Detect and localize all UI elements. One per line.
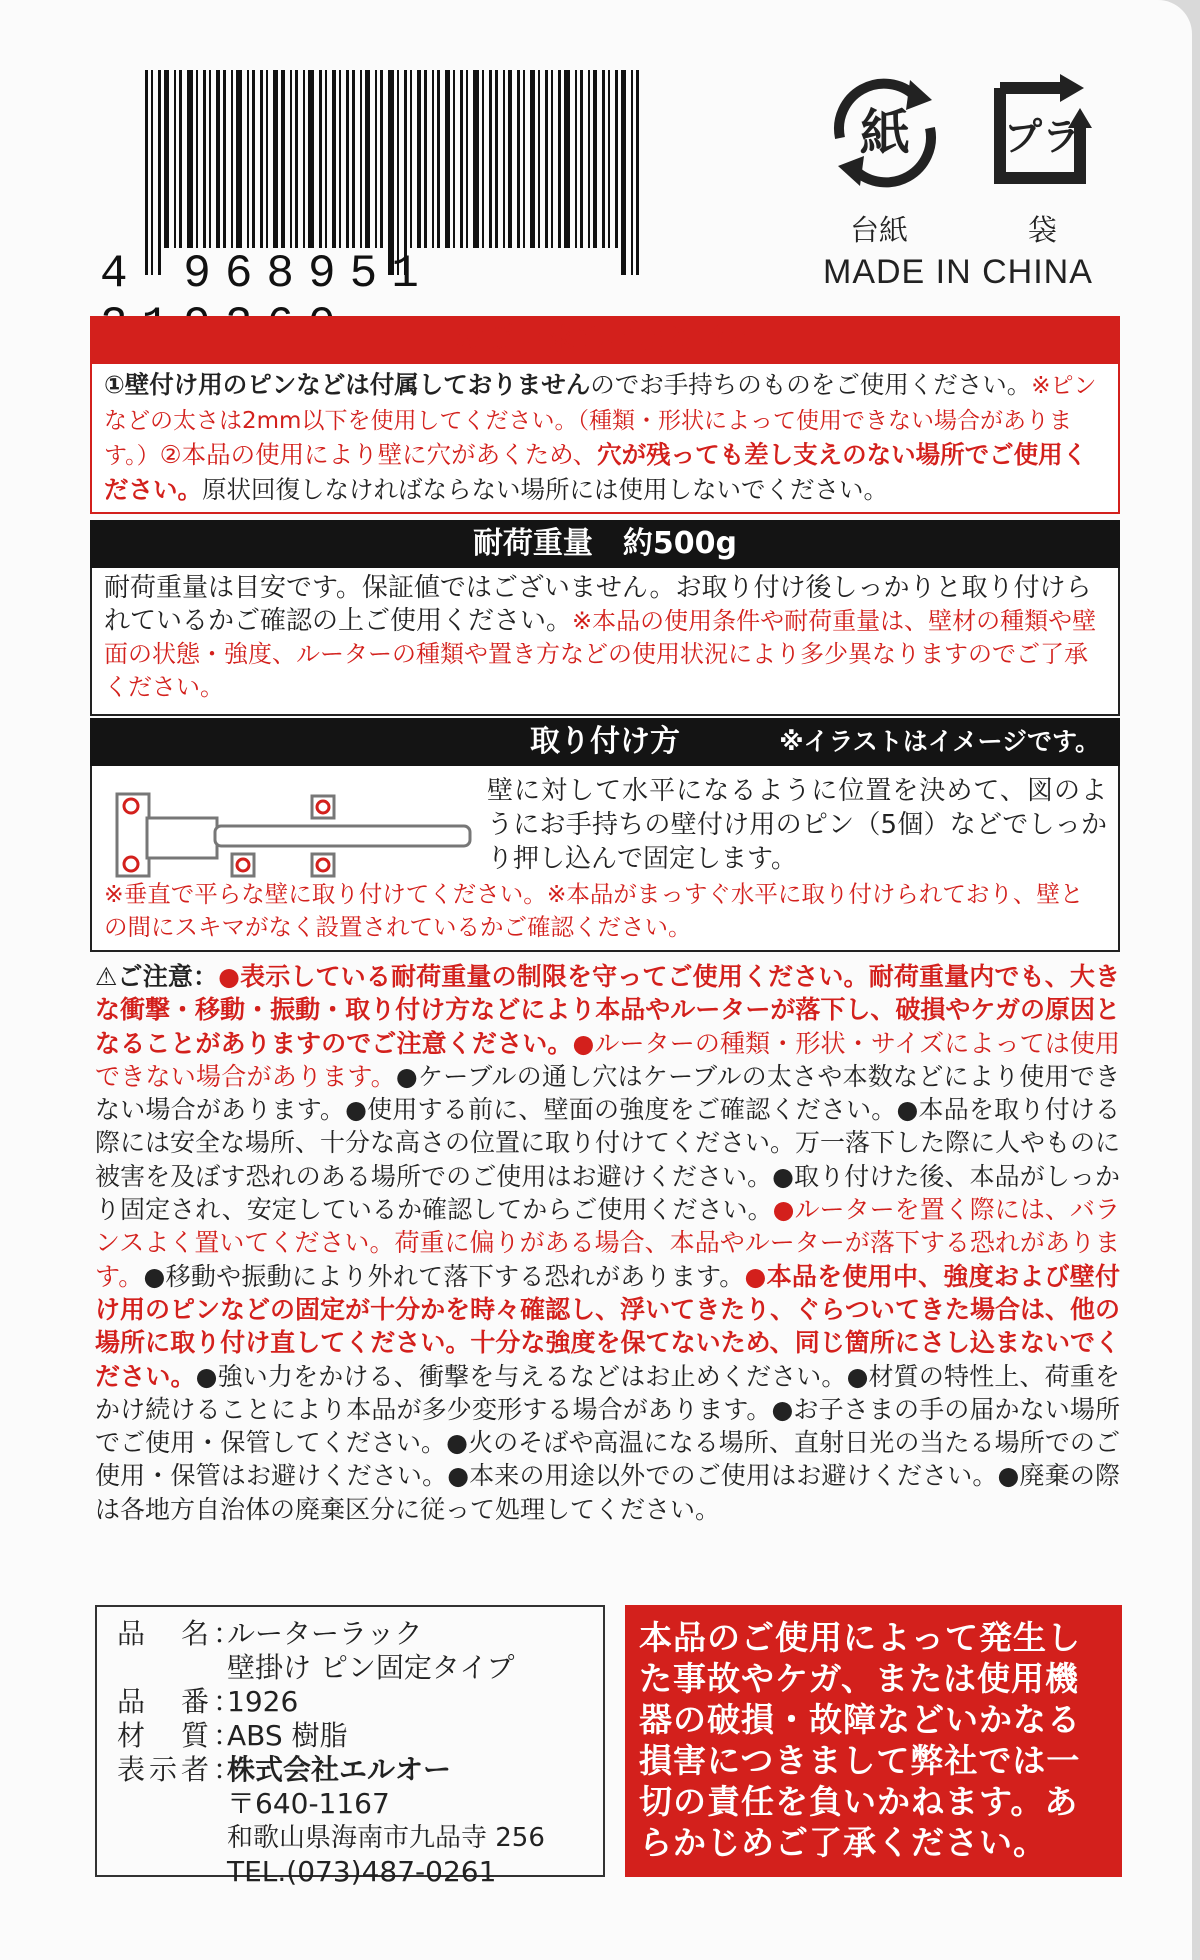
spec-maker-row xyxy=(117,1753,583,1787)
barcode-bar xyxy=(473,70,479,248)
spec-name-value-1: ルーターラック xyxy=(227,1617,423,1650)
barcode-bar xyxy=(290,70,292,248)
barcode-bar xyxy=(580,70,583,248)
barcode xyxy=(100,70,690,300)
barcode-bar xyxy=(196,70,198,248)
barcode-bars xyxy=(145,70,685,248)
paper-recycle-icon xyxy=(820,68,950,198)
barcode-bar xyxy=(332,70,336,248)
barcode-bar xyxy=(593,70,597,248)
spec-maker-zip: 〒640-1167 xyxy=(227,1787,390,1820)
barcode-bar xyxy=(187,70,193,248)
before-purchase-title: お買い求めになる前に xyxy=(90,316,1120,364)
barcode-bar xyxy=(158,70,161,275)
barcode-bar xyxy=(615,70,618,248)
barcode-bar xyxy=(538,70,540,248)
spec-maker-address: 和歌山県海南市九品寺 256 xyxy=(227,1823,545,1853)
load-title: 耐荷重量 約500g xyxy=(90,520,1120,568)
spec-number-key: 品 番： xyxy=(117,1685,246,1718)
spec-name-key: 品 名： xyxy=(117,1617,246,1650)
barcode-bar xyxy=(231,70,233,248)
barcode-bar xyxy=(388,70,394,275)
barcode-bar xyxy=(417,70,421,248)
caution-red-bold-1: ●表示している耐荷重量の制限を守ってご使用ください。耐荷重量内でも、大きな衝撃・移動・振動・取り付け方などにより本品やルーターが落下し、破損やケガの原因となることがありますのでご注意ください。 xyxy=(95,962,1120,1058)
barcode-bar xyxy=(489,70,492,248)
barcode-bar xyxy=(508,70,512,248)
barcode-bar xyxy=(482,70,484,248)
barcode-bar xyxy=(375,70,377,248)
barcode-bar xyxy=(223,70,226,248)
barcode-bar xyxy=(179,70,182,248)
barcode-bar xyxy=(631,70,633,275)
barcode-bar xyxy=(303,70,305,248)
install-title: 取り付け方 xyxy=(530,724,680,759)
barcode-bar xyxy=(151,70,153,275)
barcode-bar xyxy=(308,70,314,248)
recycle-marks xyxy=(820,68,1120,298)
install-box xyxy=(90,766,1120,952)
barcode-bar xyxy=(339,70,341,248)
before-purchase-p1-note: ※ピンなどの太さは2mm以下を使用してください。（種類・形状によって使用できない場合があります。） xyxy=(104,373,1097,469)
caution-black-2: ●移動や振動により外れて落下する恐れがあります。 xyxy=(143,1261,745,1291)
barcode-bar xyxy=(424,70,427,248)
before-purchase-p2-red: ②本品の使用により壁に穴があくため、 xyxy=(159,440,598,469)
barcode-bar xyxy=(460,70,463,248)
barcode-bar xyxy=(453,70,455,248)
before-purchase-p1-bold: ①壁付け用のピンなどは付属しておりません xyxy=(104,370,591,399)
barcode-bar xyxy=(551,70,553,248)
barcode-bar xyxy=(404,70,407,275)
barcode-bar xyxy=(558,70,561,248)
barcode-bar xyxy=(523,70,525,248)
spec-maker-tel: TEL.(073)487-0261 xyxy=(227,1855,497,1888)
barcode-bar xyxy=(608,70,610,248)
barcode-bar xyxy=(503,70,505,248)
barcode-bar xyxy=(380,70,383,248)
before-purchase-p1-rest: のでお手持ちのものをご使用ください。 xyxy=(590,370,1032,399)
barcode-bar xyxy=(216,70,220,248)
barcode-bar xyxy=(517,70,520,248)
install-header xyxy=(90,718,1120,766)
barcode-bar xyxy=(273,70,278,248)
caution-red-1: ●ルーターの種類・形状・サイズによっては使用できない場合があります。 xyxy=(95,1028,1120,1091)
before-purchase-p2-rest: 原状回復しなければならない場所には使用しないでください。 xyxy=(202,475,888,504)
barcode-bar xyxy=(266,70,268,248)
spec-number-row xyxy=(117,1685,583,1719)
barcode-bar xyxy=(209,70,211,248)
caution-black-3: ●強い力をかける、衝撃を与えるなどはお止めください。●材質の特性上、荷重をかけ続けることにより本品が多少変形する場合があります。●お子さまの手の届かない場所でご使用・保管してください。●火のそばや高温になる場所、直射日光の当たる場所でのご使用・保管はお避けください。●本来の用途以外でのご使用はお避けください。●廃棄の際は各地方自治体の廃棄区分に従って処理してください。 xyxy=(95,1361,1120,1524)
disclaimer-text: 本品のご使用によって発生した事故やケガ、または使用機器の破損・故障などいかなる損害につきまして弊社では一切の責任を負いかねます。あらかじめご了承ください。 xyxy=(639,1618,1081,1862)
barcode-bar xyxy=(247,70,249,248)
spec-material-value: ABS 樹脂 xyxy=(227,1719,348,1752)
barcode-bar xyxy=(495,70,498,248)
spec-number-value: 1926 xyxy=(227,1685,299,1718)
caution-black-1: ●ケーブルの通し穴はケーブルの太さや本数などにより使用できない場合があります。●使用する前に、壁面の強度をご確認ください。●本品を取り付ける際には安全な場所、十分な高さの位置に取り付けてください。万一落下した際に人やものに被害を及ぼす恐れのある場所でのご使用はお避けください。●取り付けた後、本品がしっかり固定され、安定しているか確認してからご使用ください。 xyxy=(95,1061,1121,1225)
load-note: ※本品の使用条件や耐荷重量は、壁材の種類や壁面の状態・強度、ルーターの種類や置き方などの使用状況により多少異なりますのでご了承ください。 xyxy=(104,607,1097,701)
plastic-label: 袋 xyxy=(1028,213,1058,247)
barcode-bar xyxy=(252,70,255,248)
barcode-bar xyxy=(203,70,206,248)
barcode-digits: 4 968951 xyxy=(100,248,433,300)
barcode-bar xyxy=(410,70,412,248)
barcode-bar xyxy=(281,70,285,248)
barcode-bar xyxy=(174,70,176,248)
barcode-bar xyxy=(164,70,169,248)
load-text: 耐荷重量は目安です。保証値ではございません。お取り付け後しっかりと取り付けられているかご確認の上ご使用ください。 xyxy=(104,573,1092,636)
disclaimer-box xyxy=(625,1605,1122,1877)
caution-red-bold-2: ●本品を使用中、強度および壁付け用のピンなどの固定が十分かを時々確認し、浮いてきたり、ぐらついてきた場合は、他の場所に取り付け直してください。十分な強度を保てないため、同じ箇所にさし込まないでください。 xyxy=(95,1261,1120,1391)
barcode-bar xyxy=(466,70,468,248)
before-purchase-p2-red-bold: 穴が残っても差し支えのない場所でご使用ください。 xyxy=(104,440,1088,504)
barcode-bar xyxy=(445,70,450,248)
caution-label: ⚠ご注意： xyxy=(95,962,219,991)
barcode-bar xyxy=(564,70,570,248)
spec-maker-name: 株式会社エルオー xyxy=(227,1753,452,1786)
barcode-bar xyxy=(365,70,370,248)
barcode-bar xyxy=(360,70,362,248)
barcode-bar xyxy=(621,70,626,275)
spec-name-value-2: 壁掛け ピン固定タイプ xyxy=(227,1651,515,1684)
barcode-bar xyxy=(325,70,327,248)
before-purchase-box xyxy=(90,364,1120,514)
barcode-bar xyxy=(145,70,148,275)
plastic-symbol: プラ xyxy=(1003,115,1081,159)
spec-maker-key: 表示者： xyxy=(117,1753,246,1786)
plastic-recycle-icon xyxy=(980,68,1110,198)
barcode-bar xyxy=(260,70,263,248)
load-box xyxy=(90,568,1120,716)
rack-illustration xyxy=(107,776,477,886)
paper-label: 台紙 xyxy=(850,213,909,247)
barcode-bar xyxy=(397,70,399,275)
illustration-note: ※イラストはイメージです。 xyxy=(779,727,1100,756)
barcode-bar xyxy=(588,70,590,248)
product-spec-box xyxy=(95,1605,605,1888)
caution-red-2: ●ルーターを置く際には、バランスよく置いてください。荷重に偏りがある場合、本品やルーターが落下する恐れがあります。 xyxy=(95,1195,1120,1291)
barcode-bar xyxy=(432,70,434,248)
install-text: 壁に対して水平になるように位置を決めて、図のようにお手持ちの壁付け用のピン（5個）などでしっかり押し込んで固定します。 xyxy=(487,776,1107,874)
paper-symbol: 紙 xyxy=(860,104,910,162)
barcode-bar xyxy=(530,70,535,248)
barcode-bar xyxy=(545,70,548,248)
barcode-bar xyxy=(295,70,298,248)
barcode-bar xyxy=(437,70,440,248)
made-in-label: MADE IN CHINA xyxy=(823,253,1093,291)
barcode-bar xyxy=(602,70,605,248)
caution-text xyxy=(95,960,1120,1526)
barcode-bar xyxy=(346,70,349,248)
barcode-bar xyxy=(636,70,639,275)
barcode-bar xyxy=(352,70,355,248)
install-note: ※垂直で平らな壁に取り付けてください。※本品がまっすぐ水平に取り付けられており、壁との間にスキマがなく設置されているかご確認ください。 xyxy=(104,880,1084,941)
barcode-bar xyxy=(319,70,322,248)
spec-material-row xyxy=(117,1719,583,1753)
barcode-bar xyxy=(236,70,242,248)
spec-name-row-2 xyxy=(117,1651,583,1685)
spec-name-row xyxy=(117,1617,583,1651)
spec-material-key: 材 質： xyxy=(117,1719,246,1752)
barcode-bar xyxy=(575,70,577,248)
